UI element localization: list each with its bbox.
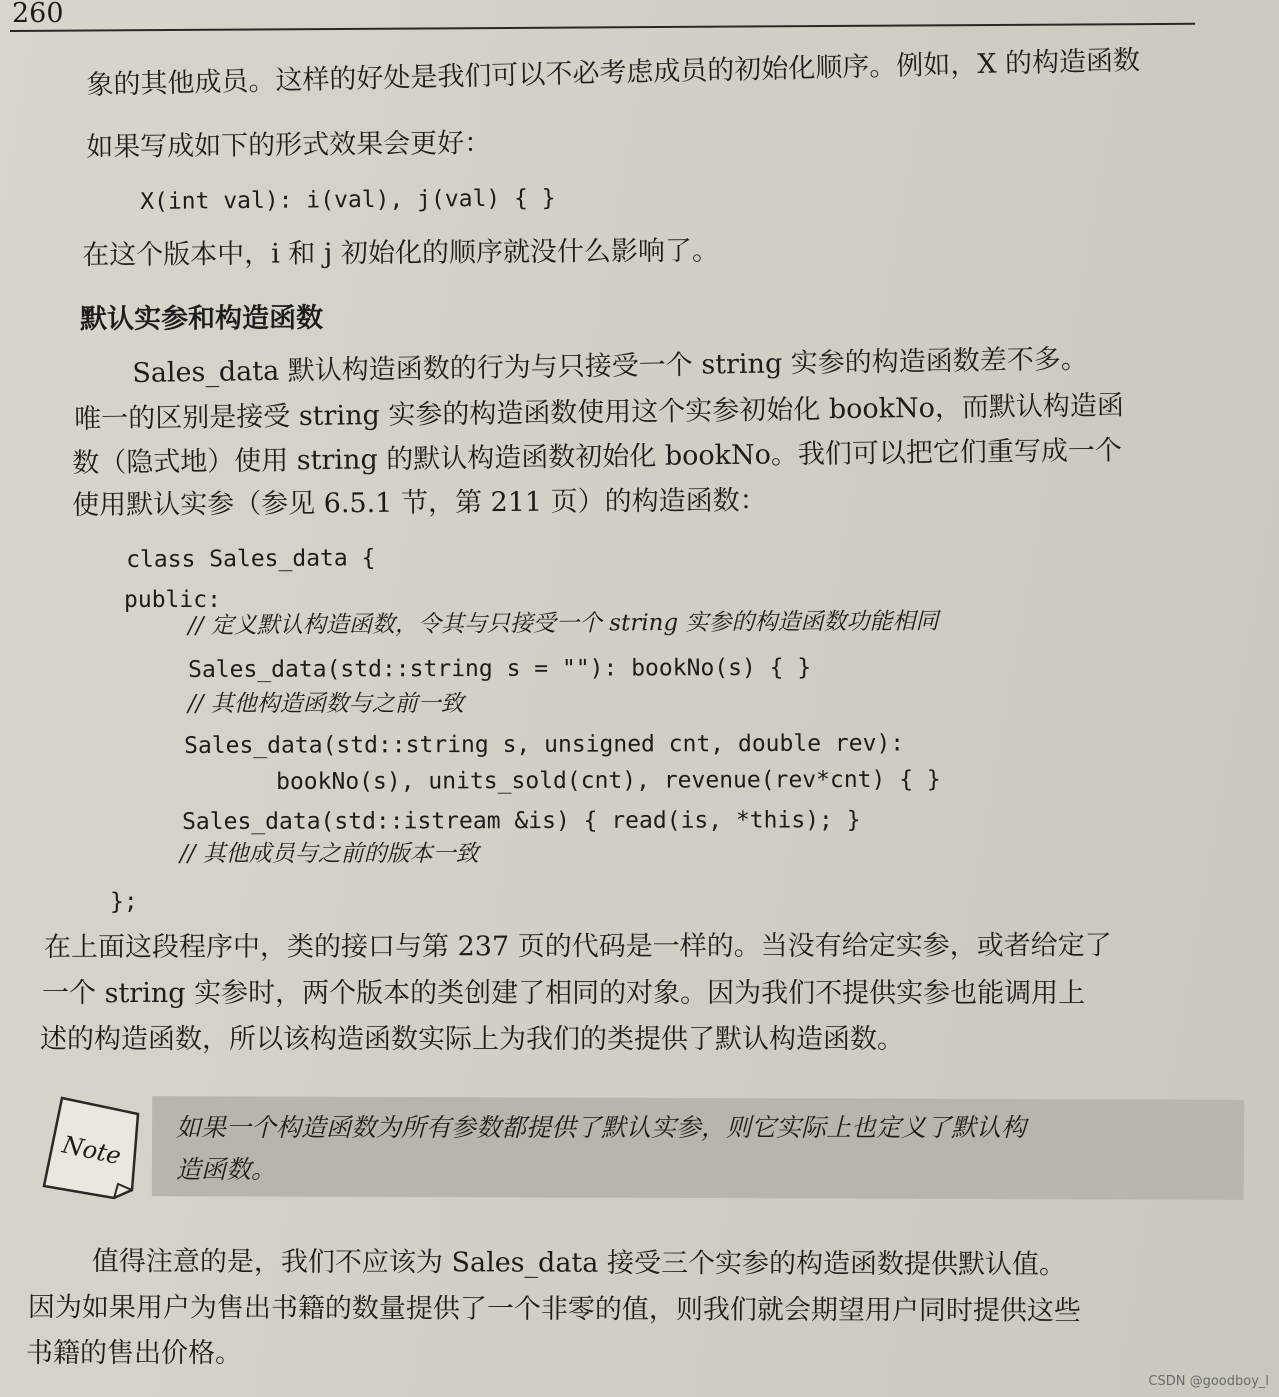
note-text-line-2: 造函数。 (176, 1155, 277, 1184)
paragraph-3-line-2: 唯一的区别是接受 string 实参的构造函数使用这个实参初始化 bookNo，而默认构造函 (74, 390, 1125, 435)
code-comment-1: // 定义默认构造函数，令其与只接受一个 string 实参的构造函数功能相同 (188, 608, 939, 639)
code-comment-2: // 其他构造函数与之前一致 (188, 691, 464, 717)
paragraph-4-line-3: 述的构造函数，所以该构造函数实际上为我们的类提供了默认构造函数。 (40, 1024, 904, 1055)
paragraph-3-line-3: 数（隐式地）使用 string 的默认构造函数初始化 bookNo。我们可以把它们重写成一个 (72, 435, 1123, 479)
paragraph-4-line-2: 一个 string 实参时，两个版本的类创建了相同的对象。因为我们不提供实参也能调用上 (42, 978, 1086, 1009)
paragraph-5-line-2: 因为如果用户为售出书籍的数量提供了一个非零的值，则我们就会期望用户同时提供这些 (27, 1292, 1081, 1327)
note-icon-label: Note (59, 1130, 124, 1171)
code-line-6: Sales_data(std::string s, unsigned cnt, double rev): (184, 730, 905, 759)
paragraph-3-line-1: Sales_data 默认构造函数的行为与只接受一个 string 实参的构造函数差不多。 (132, 343, 1089, 389)
code-snippet-1: X(int val): i(val), j(val) { } (140, 185, 556, 215)
code-line-8: Sales_data(std::istream &is) { read(is, *this); } (182, 807, 861, 835)
code-line-1: class Sales_data { (126, 545, 376, 573)
paragraph-5-line-3: 书籍的售出价格。 (26, 1338, 242, 1369)
paragraph-5-line-1: 值得注意的是，我们不应该为 Sales_data 接受三个实参的构造函数提供默认值。 (91, 1246, 1067, 1281)
code-line-10: }; (110, 889, 138, 915)
paragraph-4-line-1: 在上面这段程序中，类的接口与第 237 页的代码是一样的。当没有给定实参，或者给定了 (44, 930, 1112, 963)
page-number: 260 (12, 0, 64, 29)
watermark: CSDN @goodboy_l (1148, 1374, 1269, 1389)
header-rule (10, 23, 1195, 32)
paragraph-1-line-2: 如果写成如下的形式效果会更好： (86, 127, 492, 163)
section-heading: 默认实参和构造函数 (80, 302, 324, 335)
code-line-2: public: (124, 587, 221, 613)
note-icon (40, 1094, 144, 1206)
paragraph-1-line-1: 象的其他成员。这样的好处是我们可以不必考虑成员的初始化顺序。例如，X 的构造函数 (86, 45, 1141, 101)
code-line-4: Sales_data(std::string s = ""): bookNo(s) { } (188, 654, 812, 683)
paragraph-2: 在这个版本中，i 和 j 初始化的顺序就没什么影响了。 (82, 235, 720, 271)
code-comment-3: // 其他成员与之前的版本一致 (180, 841, 479, 867)
paragraph-3-line-4: 使用默认实参（参见 6.5.1 节，第 211 页）的构造函数： (72, 485, 767, 521)
note-text-line-1: 如果一个构造函数为所有参数都提供了默认实参，则它实际上也定义了默认构 (176, 1113, 1027, 1142)
code-line-7: bookNo(s), units_sold(cnt), revenue(rev*cnt) { } (276, 766, 941, 795)
